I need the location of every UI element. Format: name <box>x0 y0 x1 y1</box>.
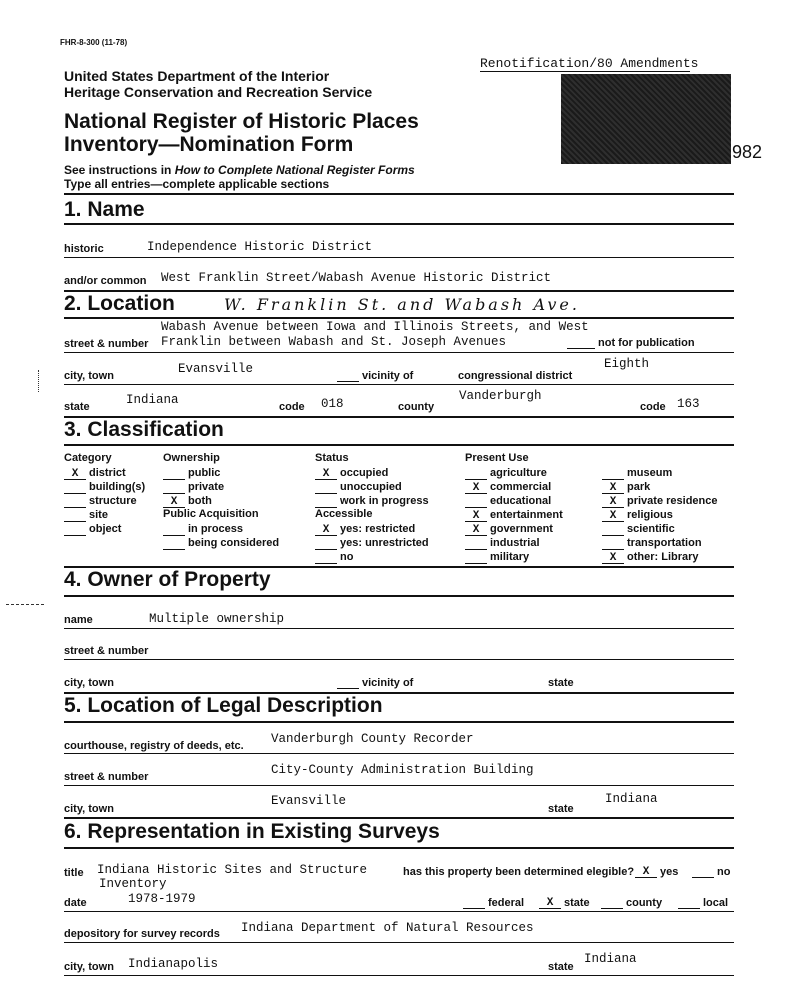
survey-state-label: state <box>548 961 574 973</box>
checkbox[interactable] <box>163 525 185 536</box>
use-label: industrial <box>490 537 540 549</box>
section4-heading: 4. Owner of Property <box>64 568 271 591</box>
owner-vicinity-blank <box>337 678 359 689</box>
owner-street-label: street & number <box>64 645 149 657</box>
historic-value: Independence Historic District <box>147 240 373 254</box>
no-label: no <box>717 866 731 878</box>
public-acquisition-heading: Public Acquisition <box>163 508 259 520</box>
use-label: entertainment <box>490 509 563 521</box>
status-heading: Status <box>315 452 349 464</box>
use-item <box>602 480 718 494</box>
category-label: structure <box>89 495 137 507</box>
city-label: city, town <box>64 370 114 382</box>
survey-title-label: title <box>64 867 84 879</box>
survey-local <box>678 897 728 909</box>
pub-acq-label: in process <box>188 523 244 535</box>
ownership-item <box>163 480 224 494</box>
use-label: scientific <box>627 523 675 535</box>
use-label: other: Library <box>627 551 699 563</box>
instructions-line2: Type all entries—complete applicable sections <box>64 177 330 191</box>
depository-line <box>64 942 734 943</box>
street-line <box>64 352 734 353</box>
use-item <box>602 466 718 480</box>
legal-street-value: City-County Administration Building <box>271 763 534 777</box>
county-value: Vanderburgh <box>459 389 542 403</box>
use-item <box>465 550 563 564</box>
use-item <box>465 522 563 536</box>
checkbox[interactable]: X <box>465 511 487 522</box>
checkbox[interactable] <box>602 539 624 550</box>
survey-state-value: Indiana <box>584 952 637 966</box>
checkbox[interactable] <box>678 898 700 909</box>
stamp-fragment: 982 <box>732 142 763 162</box>
section6-heading: 6. Representation in Existing Surveys <box>64 820 440 843</box>
checkbox[interactable]: X <box>635 867 657 878</box>
agency-line1: United States Department of the Interior <box>64 68 330 84</box>
city-value: Evansville <box>178 362 254 376</box>
state-label: state <box>64 401 90 413</box>
instructions-prefix: See instructions in <box>64 163 175 177</box>
use-label: government <box>490 523 553 535</box>
public-acquisition-list <box>163 522 279 550</box>
code2-value: 163 <box>677 397 700 411</box>
ownership-list <box>163 466 224 508</box>
status-item <box>315 480 429 494</box>
vicinity-label: vicinity of <box>362 370 414 382</box>
checkbox[interactable] <box>465 497 487 508</box>
congress-label: congressional district <box>458 370 573 382</box>
survey-title-value-line2: Inventory <box>99 877 167 891</box>
owner-vicinity-label: vicinity of <box>362 677 414 689</box>
survey-date-line <box>64 911 734 912</box>
legal-state-label: state <box>548 803 574 815</box>
checkbox[interactable] <box>163 469 185 480</box>
checkbox[interactable]: X <box>602 497 624 508</box>
category-item <box>64 508 145 522</box>
courthouse-value: Vanderburgh County Recorder <box>271 732 474 746</box>
owner-street-line <box>64 659 734 660</box>
form-code: FHR-8-300 (11-78) <box>60 38 128 47</box>
handwritten-location: W. Franklin St. and Wabash Ave. <box>224 295 580 314</box>
code2-label: code <box>640 401 666 413</box>
pub-acq-item <box>163 522 279 536</box>
city-line <box>64 384 734 385</box>
category-label: object <box>89 523 122 535</box>
congress-value: Eighth <box>604 357 650 371</box>
use-label: museum <box>627 467 673 479</box>
use-item <box>602 522 718 536</box>
scan-mark <box>6 604 44 605</box>
section4-bottom-rule <box>64 595 734 597</box>
survey-city-line <box>64 975 734 976</box>
checkbox[interactable] <box>315 553 337 564</box>
ownership-heading: Ownership <box>163 452 220 464</box>
survey-federal <box>463 897 524 909</box>
use-item <box>465 466 563 480</box>
status-label: occupied <box>340 467 389 479</box>
status-item <box>315 466 429 480</box>
category-heading: Category <box>64 452 112 464</box>
not-pub-label: not for publication <box>598 337 695 349</box>
use-label: agriculture <box>490 467 547 479</box>
survey-county <box>601 897 662 909</box>
category-label: district <box>89 467 126 479</box>
status-item <box>315 494 429 508</box>
section5-heading: 5. Location of Legal Description <box>64 694 383 717</box>
checkbox[interactable]: X <box>465 525 487 536</box>
checkbox[interactable]: X <box>602 553 624 564</box>
category-item <box>64 480 145 494</box>
local-option-label: local <box>703 897 729 909</box>
section6-bottom-rule <box>64 847 734 849</box>
checkbox[interactable]: X <box>602 483 624 494</box>
vicinity-blank <box>337 371 359 382</box>
checkbox[interactable] <box>465 553 487 564</box>
checkbox[interactable]: X <box>315 525 337 536</box>
accessible-label: yes: unrestricted <box>340 537 429 549</box>
checkbox[interactable] <box>465 539 487 550</box>
common-label: and/or common <box>64 275 147 287</box>
state-value: Indiana <box>126 393 179 407</box>
use-item <box>602 550 718 564</box>
accessible-item <box>315 522 429 536</box>
checkbox[interactable] <box>64 525 86 536</box>
use-label: educational <box>490 495 552 507</box>
checkbox[interactable] <box>465 469 487 480</box>
use-label: transportation <box>627 537 702 549</box>
category-item <box>64 466 145 480</box>
stamp-image <box>561 74 731 164</box>
state-option-label: state <box>564 897 590 909</box>
present-use-heading: Present Use <box>465 452 529 464</box>
owner-name-label: name <box>64 614 93 626</box>
use-item <box>465 494 563 508</box>
use-label: private residence <box>627 495 718 507</box>
owner-state-label: state <box>548 677 574 689</box>
use-item <box>602 494 718 508</box>
common-value: West Franklin Street/Wabash Avenue Historic District <box>161 271 552 285</box>
vicinity <box>337 370 413 382</box>
not-pub-blank <box>567 338 595 349</box>
pub-acq-item <box>163 536 279 550</box>
checkbox[interactable]: X <box>602 511 624 522</box>
owner-name-line <box>64 628 734 629</box>
checkbox[interactable] <box>601 898 623 909</box>
eligible-yes <box>635 866 678 878</box>
checkbox[interactable] <box>163 483 185 494</box>
owner-name-value: Multiple ownership <box>149 612 285 626</box>
code-label: code <box>279 401 305 413</box>
checkbox[interactable]: X <box>64 469 86 480</box>
legal-state-value: Indiana <box>605 792 658 806</box>
category-label: site <box>89 509 108 521</box>
checkbox[interactable] <box>602 525 624 536</box>
section2-bottom-rule <box>64 317 734 319</box>
use-label: park <box>627 481 651 493</box>
present-use-col1 <box>465 466 563 564</box>
checkbox[interactable] <box>64 511 86 522</box>
status-label: work in progress <box>340 495 429 507</box>
federal-label: federal <box>488 897 525 909</box>
ownership-label: both <box>188 495 212 507</box>
scan-mark <box>38 370 40 392</box>
survey-city-value: Indianapolis <box>128 957 219 971</box>
legal-city-value: Evansville <box>271 794 347 808</box>
use-label: religious <box>627 509 673 521</box>
use-item <box>465 536 563 550</box>
use-item <box>602 536 718 550</box>
section2-heading: 2. Location <box>64 292 175 315</box>
section1-top-rule <box>64 193 734 195</box>
ownership-label: private <box>188 481 225 493</box>
accessible-item <box>315 550 429 564</box>
form-title-line1: National Register of Historic Places <box>64 110 419 133</box>
county-option-label: county <box>626 897 663 909</box>
eligible-no <box>692 866 730 878</box>
depository-label: depository for survey records <box>64 928 220 940</box>
checkbox[interactable] <box>64 497 86 508</box>
category-item <box>64 494 145 508</box>
county-label: county <box>398 401 435 413</box>
checkbox[interactable]: X <box>465 483 487 494</box>
checkbox[interactable] <box>602 469 624 480</box>
depository-value: Indiana Department of Natural Resources <box>241 921 534 935</box>
status-label: unoccupied <box>340 481 402 493</box>
historic-line <box>64 257 734 258</box>
accessible-label: no <box>340 551 354 563</box>
agency-line2: Heritage Conservation and Recreation Service <box>64 84 373 100</box>
category-label: building(s) <box>89 481 146 493</box>
owner-city-label: city, town <box>64 677 114 689</box>
checkbox[interactable] <box>315 497 337 508</box>
form-title-line2: Inventory—Nomination Form <box>64 133 354 156</box>
checkbox[interactable] <box>64 483 86 494</box>
street-line2: Franklin between Wabash and St. Joseph Avenues <box>161 335 507 349</box>
section6-top-rule <box>64 817 734 819</box>
pub-acq-label: being considered <box>188 537 280 549</box>
historic-label: historic <box>64 243 104 255</box>
accessible-heading: Accessible <box>315 508 373 520</box>
status-list <box>315 466 429 508</box>
code-value: 018 <box>321 397 344 411</box>
legal-street-label: street & number <box>64 771 149 783</box>
checkbox[interactable]: X <box>315 469 337 480</box>
survey-date-label: date <box>64 897 87 909</box>
legal-city-label: city, town <box>64 803 114 815</box>
survey-state <box>539 897 590 909</box>
accessible-item <box>315 536 429 550</box>
survey-date-value: 1978-1979 <box>128 892 196 906</box>
checkbox[interactable] <box>163 539 185 550</box>
category-item <box>64 522 145 536</box>
survey-title-value: Indiana Historic Sites and Structure <box>97 863 368 877</box>
renotification-underline <box>480 71 690 72</box>
yes-label: yes <box>660 866 679 878</box>
checkbox[interactable] <box>315 483 337 494</box>
present-use-col2 <box>602 466 718 564</box>
checkbox[interactable] <box>463 898 485 909</box>
instructions-line1 <box>64 163 415 177</box>
accessible-list <box>315 522 429 564</box>
ownership-label: public <box>188 467 221 479</box>
street-label: street & number <box>64 338 149 350</box>
checkbox[interactable] <box>315 539 337 550</box>
not-for-publication <box>567 337 695 349</box>
section3-heading: 3. Classification <box>64 418 224 441</box>
survey-city-label: city, town <box>64 961 114 973</box>
section1-heading: 1. Name <box>64 198 145 221</box>
section1-bottom-rule <box>64 223 734 225</box>
legal-street-line <box>64 785 734 786</box>
instructions-italic: How to Complete National Register Forms <box>174 163 415 177</box>
section3-bottom-rule <box>64 444 734 446</box>
ownership-item <box>163 494 224 508</box>
use-item <box>602 508 718 522</box>
courthouse-label: courthouse, registry of deeds, etc. <box>64 740 244 752</box>
checkbox[interactable] <box>692 867 714 878</box>
street-line1: Wabash Avenue between Iowa and Illinois Streets, and West <box>161 320 589 334</box>
use-item <box>465 508 563 522</box>
use-label: military <box>490 551 530 563</box>
section5-bottom-rule <box>64 721 734 723</box>
courthouse-line <box>64 753 734 754</box>
category-list <box>64 466 145 536</box>
owner-vicinity <box>337 677 413 689</box>
checkbox[interactable]: X <box>539 898 561 909</box>
use-label: commercial <box>490 481 552 493</box>
eligible-question: has this property been determined elegible? <box>403 866 635 878</box>
checkbox[interactable]: X <box>163 497 185 508</box>
use-item <box>465 480 563 494</box>
ownership-item <box>163 466 224 480</box>
accessible-label: yes: restricted <box>340 523 416 535</box>
renotification-note: Renotification/80 Amendments <box>480 56 699 71</box>
